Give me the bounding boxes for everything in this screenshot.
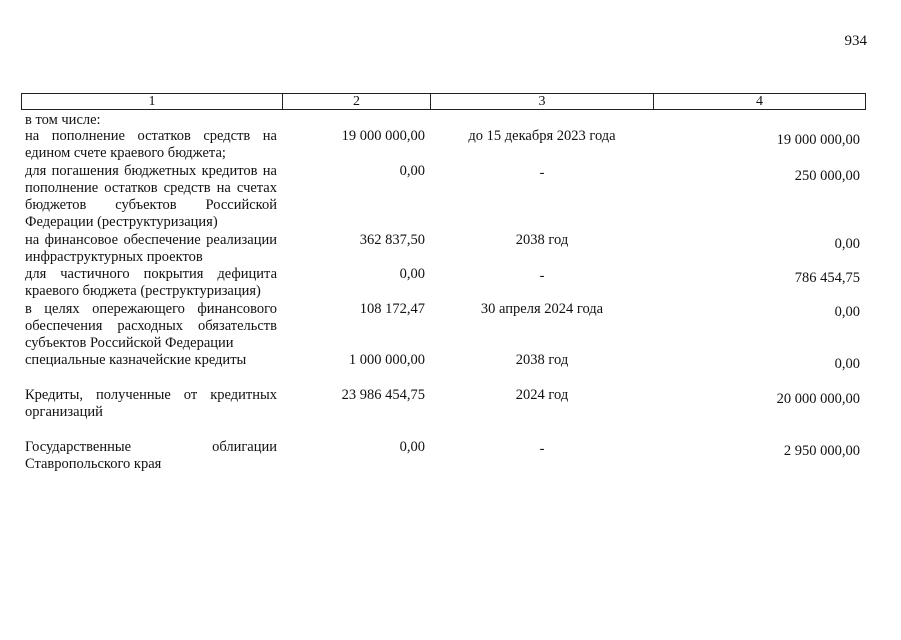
row-balance: 250 000,00 (794, 168, 860, 184)
row-description: Государственные облигации Ставропольского края (25, 439, 277, 472)
row-term: 2038 год (515, 352, 569, 368)
row-balance: 20 000 000,00 (776, 391, 860, 407)
row-description: специальные казначейские кредиты (25, 352, 247, 368)
row-amount: 0,00 (399, 439, 425, 455)
row-amount: 23 986 454,75 (341, 387, 425, 403)
header-col-2: 2 (283, 94, 431, 109)
row-balance: 0,00 (834, 356, 860, 372)
header-col-3: 3 (431, 94, 654, 109)
row-description: на финансовое обеспечение реализации инфраструктурных проектов (25, 232, 277, 265)
row-amount: 1 000 000,00 (348, 352, 425, 368)
row-term: - (539, 441, 545, 457)
row-amount: 0,00 (399, 163, 425, 179)
row-amount: 362 837,50 (359, 232, 425, 248)
row-term: до 15 декабря 2023 года (468, 128, 616, 144)
row-balance: 2 950 000,00 (783, 443, 860, 459)
row-amount: 0,00 (399, 266, 425, 282)
row-description: для частичного покрытия дефицита краевого бюджета (реструктуризация) (25, 266, 277, 299)
row-balance: 0,00 (834, 304, 860, 320)
row-balance: 19 000 000,00 (776, 132, 860, 148)
row-term: 2038 год (515, 232, 569, 248)
intro-label: в том числе: (25, 112, 101, 128)
header-col-4: 4 (756, 94, 763, 109)
page-number: 934 (844, 33, 867, 49)
row-balance: 0,00 (834, 236, 860, 252)
row-amount: 108 172,47 (359, 301, 425, 317)
row-description: Кредиты, полученные от кредитных организаций (25, 387, 277, 420)
row-amount: 19 000 000,00 (341, 128, 425, 144)
header-col-1: 1 (22, 94, 283, 109)
row-term: 30 апреля 2024 года (480, 301, 604, 317)
row-term: - (539, 165, 545, 181)
row-term: 2024 год (515, 387, 569, 403)
row-term: - (539, 268, 545, 284)
table-header (21, 93, 866, 110)
row-description: для погашения бюджетных кредитов на пополнение остатков средств на счетах бюджетов субъектов Российской Федерации (реструктуризация) (25, 163, 277, 230)
row-description: в целях опережающего финансового обеспечения расходных обязательств субъектов Российской Федерации (25, 301, 277, 351)
row-description: на пополнение остатков средств на едином счете краевого бюджета; (25, 128, 277, 161)
row-balance: 786 454,75 (794, 270, 860, 286)
